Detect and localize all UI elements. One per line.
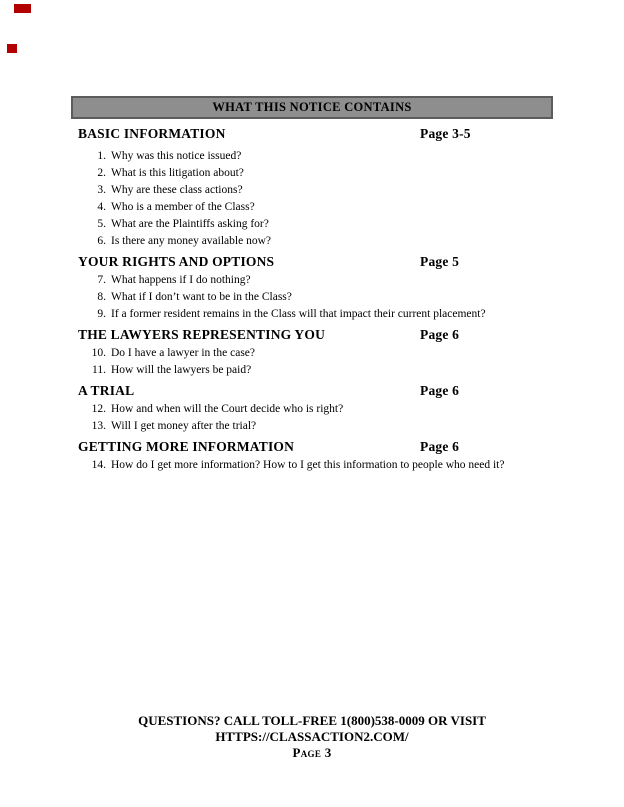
footer-page-number: Page 3 — [292, 745, 332, 760]
toc-item — [78, 306, 598, 323]
section-items — [78, 457, 598, 474]
section-items — [78, 401, 598, 435]
toc-item-text: What is this litigation about? — [111, 167, 244, 179]
toc-section — [78, 438, 598, 474]
toc-item-text: Why was this notice issued? — [111, 150, 242, 162]
section-heading-label: YOUR RIGHTS AND OPTIONS — [78, 254, 275, 269]
toc-item-number: 5. — [97, 218, 106, 230]
section-heading-label: GETTING MORE INFORMATION — [78, 439, 295, 454]
section-heading-label: BASIC INFORMATION — [78, 126, 226, 141]
toc-item — [78, 199, 598, 216]
section-heading — [78, 438, 598, 455]
section-items — [78, 148, 598, 250]
toc-item-number: 13. — [91, 420, 106, 432]
toc-item-text: Why are these class actions? — [111, 184, 243, 196]
toc-item — [78, 362, 598, 379]
toc-item-number: 4. — [97, 201, 106, 213]
notice-contains-header-bar: WHAT THIS NOTICE CONTAINS — [71, 96, 553, 119]
toc-item — [78, 165, 598, 182]
toc-item — [78, 148, 598, 165]
toc-item-number: 10. — [91, 347, 106, 359]
toc-item — [78, 216, 598, 233]
toc-item — [78, 418, 598, 435]
toc-item — [78, 345, 598, 362]
toc-item-text: What happens if I do nothing? — [111, 274, 251, 286]
toc-item-text: Is there any money available now? — [111, 235, 271, 247]
toc-item-number: 3. — [97, 184, 106, 196]
toc-item-text: How will the lawyers be paid? — [111, 364, 252, 376]
toc-item-number: 7. — [97, 274, 106, 286]
section-heading — [78, 253, 598, 270]
toc-item-number: 6. — [97, 235, 106, 247]
toc-item-number: 2. — [97, 167, 106, 179]
section-heading-label: THE LAWYERS REPRESENTING YOU — [78, 327, 326, 342]
toc-item — [78, 182, 598, 199]
toc-section — [78, 125, 598, 250]
section-page-label: Page 5 — [420, 254, 460, 269]
toc-item-text: Do I have a lawyer in the case? — [111, 347, 255, 359]
toc-item-text: Who is a member of the Class? — [111, 201, 255, 213]
toc-section — [78, 382, 598, 435]
toc-item-text: How do I get more information? How to I get this information to people who need it? — [111, 459, 505, 471]
toc-item — [78, 457, 598, 474]
toc-item — [78, 401, 598, 418]
section-heading — [78, 125, 598, 142]
page-footer — [0, 713, 624, 761]
table-of-contents — [78, 119, 598, 474]
toc-item-number: 14. — [91, 459, 106, 471]
toc-item-number: 9. — [97, 308, 106, 320]
toc-item-text: What if I don’t want to be in the Class? — [111, 291, 292, 303]
red-scan-artifact — [7, 44, 17, 53]
red-scan-artifact — [14, 4, 31, 13]
section-page-label: Page 6 — [420, 383, 460, 398]
section-items — [78, 272, 598, 323]
footer-url: HTTPS://CLASSACTION2.COM/ — [215, 729, 409, 744]
toc-section — [78, 326, 598, 379]
section-page-label: Page 6 — [420, 327, 460, 342]
section-heading-label: A TRIAL — [78, 383, 135, 398]
toc-item-text: What are the Plaintiffs asking for? — [111, 218, 269, 230]
toc-item-text: How and when will the Court decide who is right? — [111, 403, 344, 415]
section-heading — [78, 326, 598, 343]
toc-item-number: 8. — [97, 291, 106, 303]
toc-item-number: 11. — [92, 364, 106, 376]
toc-item-number: 12. — [91, 403, 106, 415]
section-items — [78, 345, 598, 379]
section-page-label: Page 6 — [420, 439, 460, 454]
section-heading — [78, 382, 598, 399]
toc-item — [78, 233, 598, 250]
toc-item-number: 1. — [97, 150, 106, 162]
toc-item-text: Will I get money after the trial? — [111, 420, 257, 432]
section-page-label: Page 3-5 — [420, 126, 471, 141]
toc-item-text: If a former resident remains in the Class will that impact their current placement? — [111, 308, 486, 320]
toc-item — [78, 272, 598, 289]
toc-item — [78, 289, 598, 306]
footer-questions-line: QUESTIONS? CALL TOLL-FREE 1(800)538-0009 OR VISIT — [138, 713, 486, 728]
toc-section — [78, 253, 598, 323]
